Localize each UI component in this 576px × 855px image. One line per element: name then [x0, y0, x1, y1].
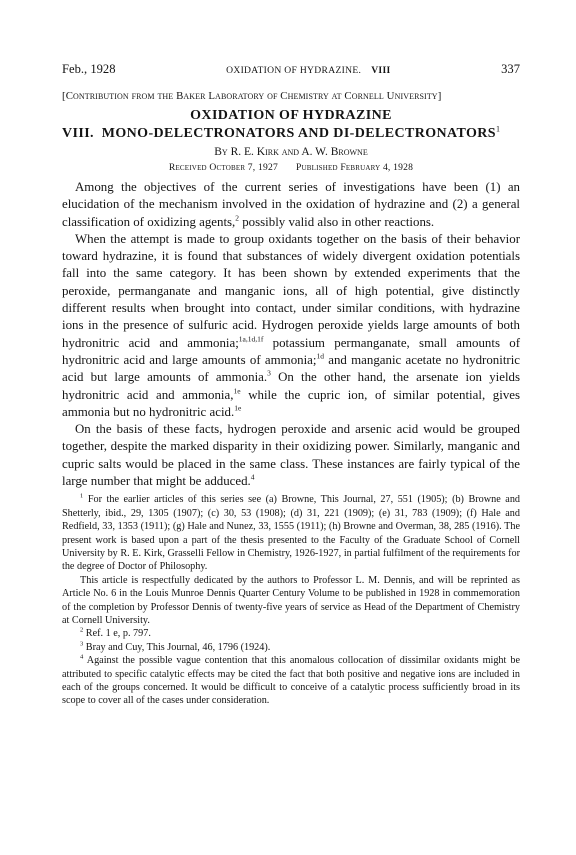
footnote-ref: 4 [250, 472, 255, 482]
issue-date: Feb., 1928 [62, 62, 116, 76]
footnotes [62, 493, 520, 708]
paragraph-text: while the cupric ion, of similar potential, gives ammonia but no hydronitric acid. [62, 387, 521, 419]
footnote-text: This article is respectfully dedicated by the authors to Professor L. M. Dennis, and will be reprinted as Article No. 6 in the Louis Munroe Dennis Quarter Century Volume to be published in 1928 in commemoration of the completion by Professor Dennis of twenty-five years of service as Head of the Department of Chemistry at Cornell University. [62, 574, 520, 626]
paragraph [62, 421, 520, 490]
article-subtitle-text: VIII. MONO-DELECTRONATORS AND DI-DELECTRONATORS [62, 126, 496, 141]
footnote-mark: 3 [80, 640, 84, 648]
paragraph-text: On the basis of these facts, hydrogen peroxide and arsenic acid would be grouped together, despite the marked disparity in their oxidizing power. Similarly, manganic and cupric salts would be placed in the same class. These instances are fairly typical of the large number that might be adduced. [62, 422, 520, 489]
contribution-text: Contribution from the Baker Laboratory of Chemistry at Cornell University [65, 90, 438, 102]
contribution-line [62, 90, 520, 102]
footnote-mark: 2 [80, 627, 84, 635]
footnote-text: For the earlier articles of this series see (a) Browne, This Journal, 27, 551 (1905); (b) Browne and Shetterly, ibid., 29, 1305 (1907); (c) 30, 53 (1908); (d) 31, 221 (1909); (e) 31, 783 (1909); (f) Hale and Redfield, 33, 1353 (1911); (g) Hale and Nunez, 33, 1555 (1911); (h) Browne and Overman, 38, 285 (1916). The present work is based upon a part of the thesis presented to the Faculty of the Graduate School of Cornell University by R. E. Kirk, Grasselli Fellow in Chemistry, 1926-1927, in partial fulfilment of the requirements for the degree of Doctor of Philosophy. [62, 494, 521, 573]
authors: By R. E. Kirk and A. W. Browne [214, 146, 368, 158]
footnote-text: Against the possible vague contention that this anomalous collocation of dissimilar oxidants might be attributed to specific catalytic effects may be cited the fact that both positive and negative ions are included in each of the groups concerned. It would be difficult to conceive of a catalytic process sufficiently broad in its scope to cover all of the cases under consideration. [62, 655, 521, 707]
footnote-ref: 3 [267, 368, 271, 378]
footnote [62, 574, 520, 628]
footnote [62, 641, 520, 654]
footnote-ref: 1a,1d,1f [238, 334, 264, 344]
footnote [62, 493, 520, 573]
paragraph-text: Among the objectives of the current series of investigations have been (1) an elucidation of the mechanism involved in the oxidation of hydrazine and (2) a general classification of oxidizing agents, [62, 180, 520, 229]
running-part: VIII [371, 65, 391, 76]
page-number: 337 [501, 62, 520, 76]
running-title-text: OXIDATION OF HYDRAZINE. [226, 65, 362, 76]
dates [62, 162, 520, 173]
published-date: Published February 4, 1928 [296, 162, 414, 173]
footnote [62, 627, 520, 640]
footnote [62, 654, 520, 708]
footnote-mark: 4 [80, 653, 84, 661]
article-subtitle [62, 126, 520, 142]
footnote-ref: 1e [233, 386, 241, 396]
running-title [226, 65, 390, 76]
footnote-ref: 1 [495, 124, 501, 134]
paragraph [62, 179, 520, 231]
paragraph-text: When the attempt is made to group oxidants together on the basis of their behavior toward hydrazine, it is found that substances of widely divergent oxidation potentials fall into the same category. It has been shown by extended experiments that the peroxide, permanganate and manganic ions, all of high potential, give distinctly different results when brought into contact, under similar conditions, with hydrazine ions in the presence of sulfuric acid. Hydrogen peroxide yields large amounts of both hydronitric acid and ammonia; [62, 231, 520, 350]
contribution-close-bracket: ] [437, 90, 442, 102]
paragraph-text: and manganic acetate no hydronitric acid but large amounts of ammonia. [62, 352, 520, 385]
paragraph-text: potassium permanganate, small amounts of hydronitric acid and large amounts of ammonia; [62, 335, 520, 367]
paragraph-text: On the other hand, the arsenate ion yields hydronitric acid and ammonia, [62, 370, 520, 402]
footnote-ref: 1e [234, 403, 242, 413]
article-title: OXIDATION OF HYDRAZINE [190, 108, 392, 123]
footnote-text: Ref. 1 e, p. 797. [85, 628, 151, 640]
paragraph [62, 231, 520, 421]
contribution-open-bracket: [ [62, 90, 66, 102]
footnote-ref: 2 [235, 213, 240, 223]
footnote-ref: 1d [316, 351, 324, 361]
footnote-text: Bray and Cuy, This Journal, 46, 1796 (1924). [85, 641, 271, 653]
article-body [62, 179, 520, 490]
paragraph-text: possibly valid also in other reactions. [239, 214, 435, 229]
received-date: Received October 7, 1927 [168, 162, 278, 173]
footnote-mark: 1 [80, 492, 84, 500]
running-head [62, 62, 520, 86]
